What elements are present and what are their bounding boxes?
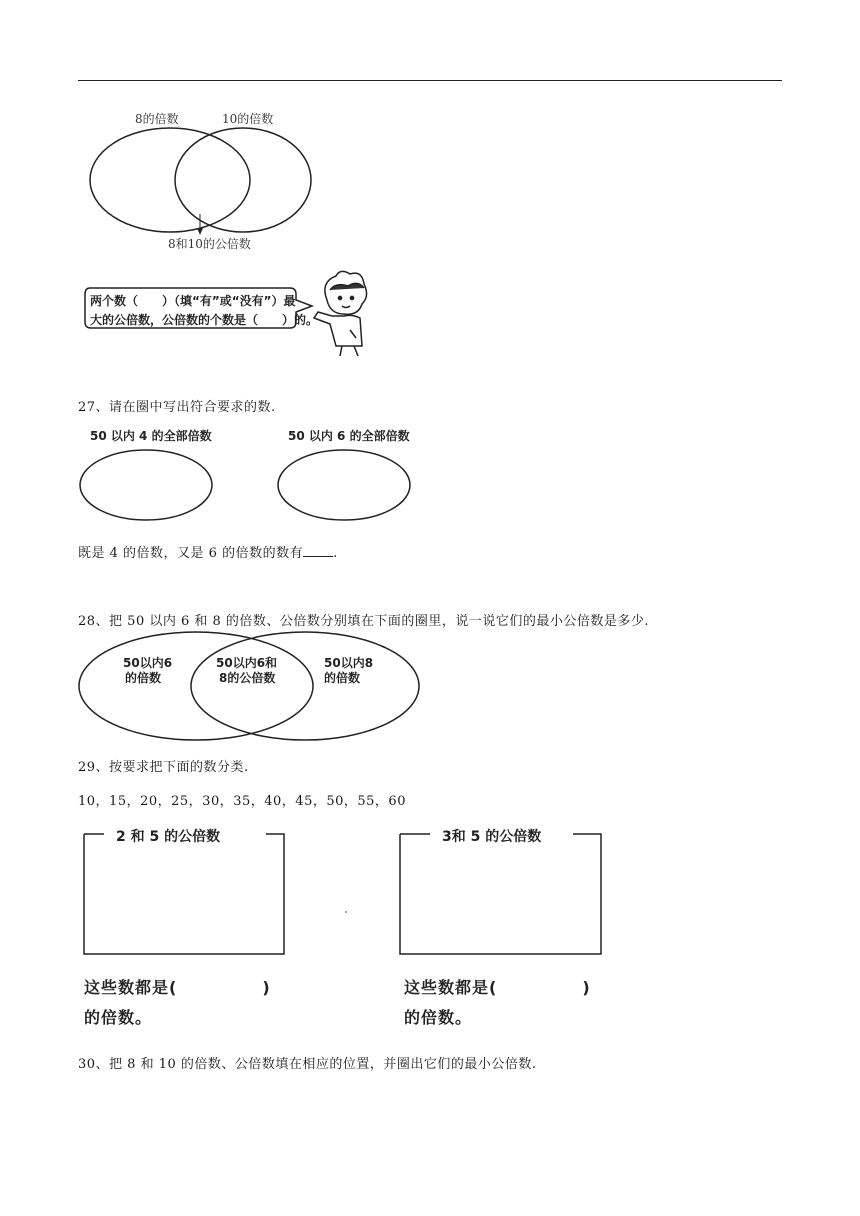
q27-answer-suffix: . bbox=[333, 546, 338, 561]
q28-left-line2: 的倍数 bbox=[125, 671, 162, 685]
bubble-line-1: 两个数（ ）（填“有”或“没有”）最 bbox=[90, 294, 296, 308]
q30-title: 30、把 8 和 10 的倍数、公倍数填在相应的位置，并圈出它们的最小公倍数. bbox=[78, 1057, 537, 1072]
bubble-line-2: 大的公倍数，公倍数的个数是（ ）的。 bbox=[90, 313, 319, 327]
q29-box-right bbox=[400, 834, 601, 954]
venn-label-common: 8和10的公倍数 bbox=[168, 237, 251, 251]
q29-left-line1: 这些数都是( ) bbox=[84, 978, 271, 997]
q28-right-line2: 的倍数 bbox=[324, 671, 361, 685]
q29-numbers: 10，15，20，25，30，35，40，45，50，55，60 bbox=[78, 794, 406, 809]
q28-mid-line1: 50以内6和 bbox=[216, 656, 278, 670]
q29-box-left-title: 2 和 5 的公倍数 bbox=[116, 829, 221, 845]
q29-title: 29、按要求把下面的数分类. bbox=[78, 760, 249, 775]
q29-box-left bbox=[84, 834, 284, 954]
q29-right-line2: 的倍数。 bbox=[404, 1008, 473, 1027]
q29-left-line2: 的倍数。 bbox=[84, 1008, 153, 1027]
q28-mid-line2: 8的公倍数 bbox=[219, 671, 276, 685]
q27-title: 27、请在圈中写出符合要求的数. bbox=[78, 400, 276, 415]
q28-right-line1: 50以内8 bbox=[324, 656, 374, 670]
q29-right-line1: 这些数都是( ) bbox=[404, 978, 591, 997]
q29-box-right-title: 3和 5 的公倍数 bbox=[442, 829, 542, 845]
venn-label-8: 8的倍数 bbox=[135, 112, 179, 126]
q28-title: 28、把 50 以内 6 和 8 的倍数、公倍数分别填在下面的圈里，说一说它们的最小公倍数是多少. bbox=[78, 614, 650, 629]
q28-left-line1: 50以内6 bbox=[123, 656, 173, 670]
q27-label-left: 50 以内 4 的全部倍数 bbox=[90, 429, 212, 443]
q27-answer-prefix: 既是 4 的倍数，又是 6 的倍数的数有 bbox=[78, 546, 304, 561]
q27-label-right: 50 以内 6 的全部倍数 bbox=[288, 429, 410, 443]
scan-dot bbox=[345, 911, 347, 913]
venn-label-10: 10的倍数 bbox=[222, 112, 274, 126]
